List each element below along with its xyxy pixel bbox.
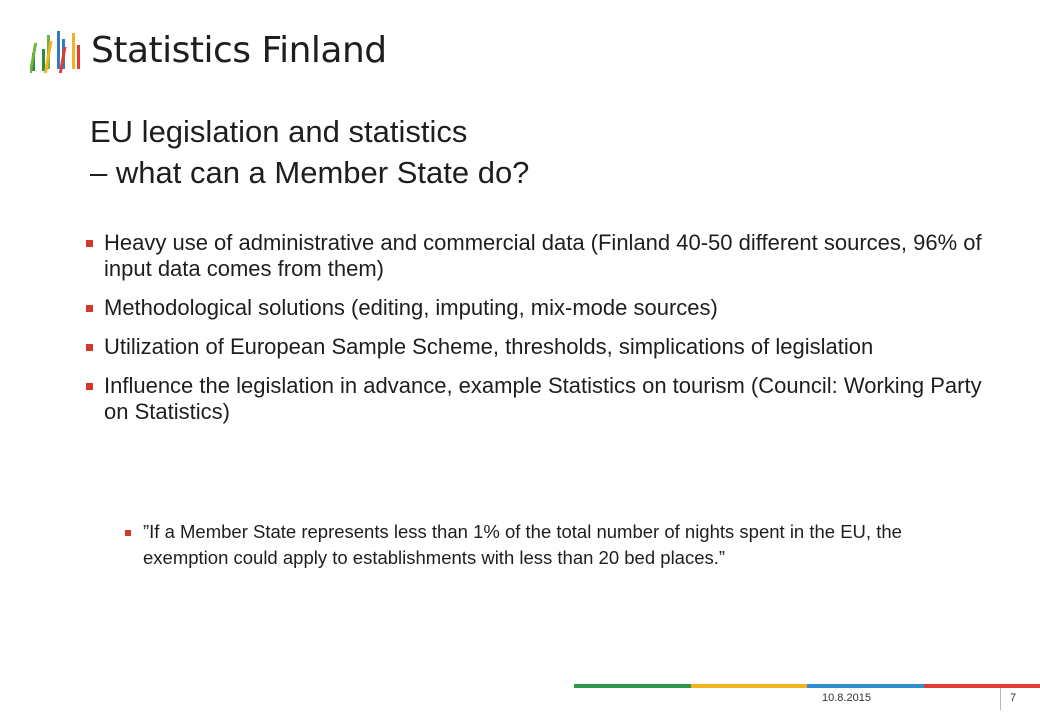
footer-date: 10.8.2015 bbox=[822, 692, 871, 704]
footer-color-bar bbox=[574, 684, 1040, 688]
title-line-1: EU legislation and statistics bbox=[90, 114, 468, 149]
footer-divider bbox=[1000, 688, 1001, 710]
statistics-finland-logo bbox=[30, 27, 387, 77]
sub-bullet-list bbox=[125, 519, 965, 571]
logo-bar-3 bbox=[42, 49, 45, 71]
sub-bullet-marker-icon bbox=[125, 530, 131, 536]
title-line-2: – what can a Member State do? bbox=[90, 155, 530, 190]
bullet-list bbox=[86, 230, 986, 438]
bullet-text: Methodological solutions (editing, imputing, mix-mode sources) bbox=[104, 295, 718, 320]
page-number: 7 bbox=[1010, 692, 1017, 704]
bullet-marker-icon bbox=[86, 240, 93, 247]
page-title bbox=[90, 111, 529, 193]
bullet-text: Influence the legislation in advance, example Statistics on tourism (Council: Working Party on Statistics) bbox=[104, 373, 982, 424]
bullet-item bbox=[86, 230, 986, 282]
bullet-marker-icon bbox=[86, 344, 93, 351]
logo-bar-10 bbox=[77, 45, 80, 69]
bullet-item bbox=[86, 295, 986, 321]
logo-bar-6 bbox=[57, 31, 60, 69]
logo-text: Statistics Finland bbox=[91, 30, 387, 71]
footer-bar-segment-yellow bbox=[691, 684, 808, 688]
bullet-marker-icon bbox=[86, 383, 93, 390]
footer-bar-segment-green bbox=[574, 684, 691, 688]
sub-bullet-item bbox=[125, 519, 965, 571]
bullet-marker-icon bbox=[86, 305, 93, 312]
bullet-text: Utilization of European Sample Scheme, thresholds, simplications of legislation bbox=[104, 334, 874, 359]
footer-bar-segment-blue bbox=[807, 684, 924, 688]
footer-bar-segment-red bbox=[924, 684, 1040, 688]
logo-bar-9 bbox=[72, 33, 75, 69]
bullet-item bbox=[86, 373, 986, 425]
bullet-text: Heavy use of administrative and commercial data (Finland 40-50 different sources, 96% of input data comes from them) bbox=[104, 230, 982, 281]
quote-text: ”If a Member State represents less than 1% of the total number of nights spent in the EU, the exemption could apply to establishments with less than 20 bed places.” bbox=[143, 521, 902, 568]
bullet-item bbox=[86, 334, 986, 360]
logo-bars-icon bbox=[30, 27, 84, 77]
